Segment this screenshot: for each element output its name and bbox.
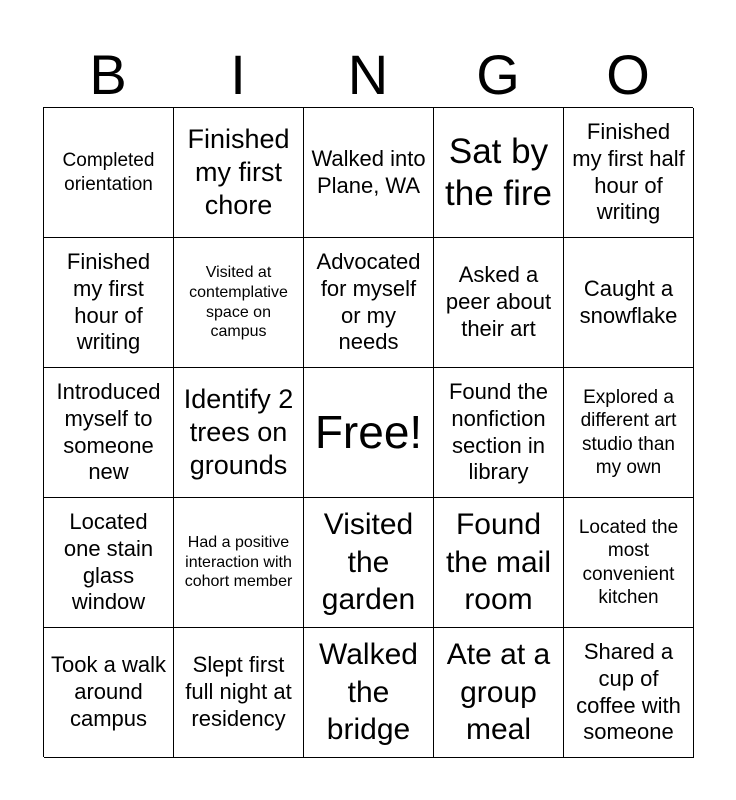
header-letter-o: O xyxy=(606,43,650,106)
header-letter-b: B xyxy=(89,43,127,106)
bingo-cell[interactable]: Caught a snowflake xyxy=(564,238,694,368)
bingo-cell[interactable]: Ate at a group meal xyxy=(434,628,564,758)
bingo-cell[interactable]: Visited the garden xyxy=(304,498,434,628)
bingo-cell[interactable]: Took a walk around campus xyxy=(44,628,174,758)
bingo-cell[interactable]: Finished my first half hour of writing xyxy=(564,108,694,238)
free-space-cell[interactable]: Free! xyxy=(304,368,434,498)
bingo-cell[interactable]: Walked the bridge xyxy=(304,628,434,758)
bingo-header xyxy=(43,44,693,106)
header-letter-n: N xyxy=(347,43,389,106)
bingo-cell[interactable]: Found the nonfiction section in library xyxy=(434,368,564,498)
bingo-cell[interactable]: Visited at contemplative space on campus xyxy=(174,238,304,368)
bingo-cell[interactable]: Found the mail room xyxy=(434,498,564,628)
bingo-cell[interactable]: Finished my first hour of writing xyxy=(44,238,174,368)
bingo-cell[interactable]: Shared a cup of coffee with someone xyxy=(564,628,694,758)
bingo-cell[interactable]: Introduced myself to someone new xyxy=(44,368,174,498)
header-letter-g: G xyxy=(476,43,520,106)
bingo-cell[interactable]: Finished my first chore xyxy=(174,108,304,238)
bingo-cell[interactable]: Walked into Plane, WA xyxy=(304,108,434,238)
bingo-cell[interactable]: Identify 2 trees on grounds xyxy=(174,368,304,498)
bingo-cell[interactable]: Located the most convenient kitchen xyxy=(564,498,694,628)
bingo-cell[interactable]: Sat by the fire xyxy=(434,108,564,238)
bingo-cell[interactable]: Explored a different art studio than my own xyxy=(564,368,694,498)
bingo-cell[interactable]: Completed orientation xyxy=(44,108,174,238)
bingo-board xyxy=(43,107,693,757)
header-letter-i: I xyxy=(230,43,246,106)
bingo-cell[interactable]: Located one stain glass window xyxy=(44,498,174,628)
bingo-cell[interactable]: Asked a peer about their art xyxy=(434,238,564,368)
bingo-cell[interactable]: Advocated for myself or my needs xyxy=(304,238,434,368)
bingo-cell[interactable]: Slept first full night at residency xyxy=(174,628,304,758)
bingo-cell[interactable]: Had a positive interaction with cohort member xyxy=(174,498,304,628)
